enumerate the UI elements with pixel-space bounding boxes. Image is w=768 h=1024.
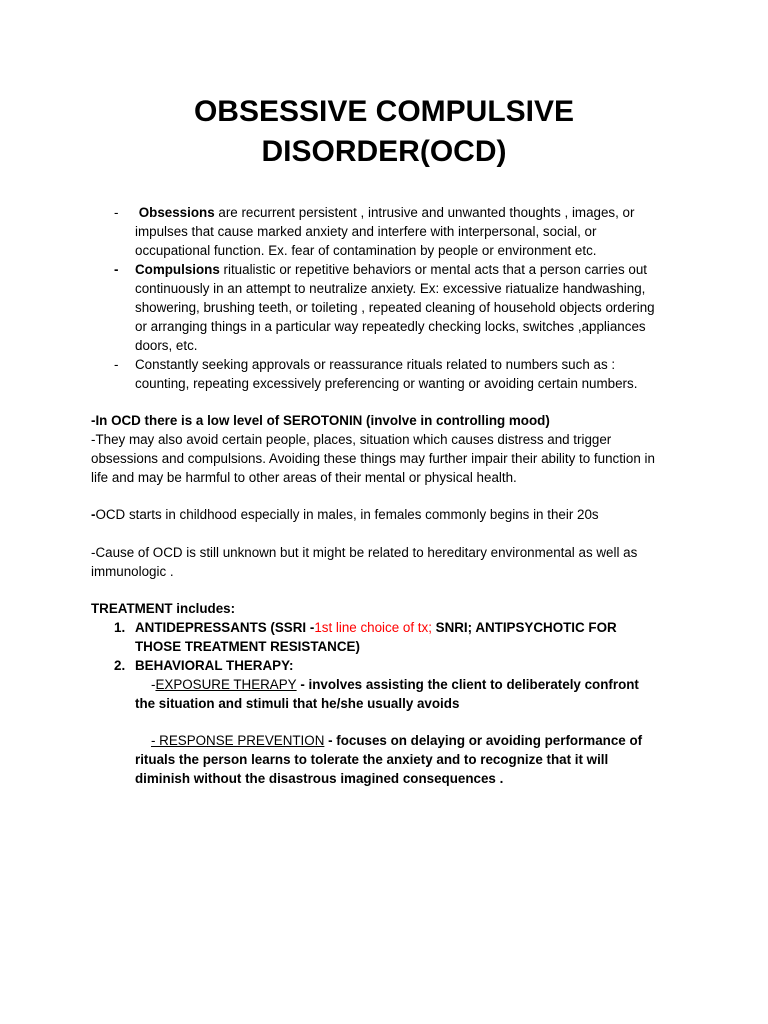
exposure-therapy-line-1: -EXPOSURE THERAPY - involves assisting the client to deliberately confront: [151, 677, 639, 692]
serotonin-line-1: -They may also avoid certain people, places, situation which causes distress and trigger: [91, 432, 612, 447]
bullet-compulsions-line-1: Compulsions ritualistic or repetitive behaviors or mental acts that a person carries out: [135, 262, 648, 277]
bullet-compulsions-line-3: showering, brushing teeth, or toileting , repeated cleaning of household objects ordering: [135, 300, 655, 315]
bullet-marker: -: [114, 262, 119, 277]
bullet-obsessions-line-3: occupational function. Ex. fear of contamination by people or environment etc.: [135, 243, 597, 258]
onset-paragraph: -OCD starts in childhood especially in males, in females commonly begins in their 20s: [91, 507, 599, 522]
bullet-compulsions-line-5: doors, etc.: [135, 338, 198, 353]
bullet-approvals-line-2: counting, repeating excessively preferencing or wanting or avoiding certain numbers.: [135, 376, 638, 391]
serotonin-line-2: obsessions and compulsions. Avoiding these things may further impair their ability to function in: [91, 451, 655, 466]
response-prevention-line-3: diminish without the disastrous imagined consequences .: [135, 771, 504, 786]
cause-line-1: -Cause of OCD is still unknown but it might be related to hereditary environmental as well as: [91, 545, 638, 560]
bullet-compulsions-line-4: or arranging things in a particular way repeatedly checking locks, switches ,appliances: [135, 319, 646, 334]
bullet-approvals-line-1: Constantly seeking approvals or reassurance rituals related to numbers such as :: [135, 357, 616, 372]
serotonin-line-3: life and may be harmful to other areas of their mental or physical health.: [91, 470, 517, 485]
title-line-1: OBSESSIVE COMPULSIVE: [193, 95, 575, 128]
treatment-item-number: 1.: [114, 620, 126, 635]
response-prevention-term: - RESPONSE PREVENTION: [151, 733, 325, 748]
bullet-obsessions-line-1: Obsessions are recurrent persistent , intrusive and unwanted thoughts , images, or: [138, 205, 635, 220]
title-line-2: DISORDER(OCD): [261, 135, 507, 168]
bullet-marker: -: [114, 357, 119, 372]
bullet-compulsions-line-2: continuously in an attempt to neutralize anxiety. Ex: excessive riatualize handwashing,: [135, 281, 646, 296]
exposure-therapy-line-2: the situation and stimuli that he/she usually avoids: [135, 696, 460, 711]
bullet-obsessions-line-2: impulses that cause marked anxiety and interfere with interpersonal, social, or: [135, 224, 597, 239]
page-title: [0, 92, 768, 172]
treatment-item-behavioral: BEHAVIORAL THERAPY:: [135, 658, 294, 673]
treatment-item-number: 2.: [114, 658, 126, 673]
treatment-heading: TREATMENT includes:: [91, 601, 236, 616]
term-obsessions: Obsessions: [138, 205, 215, 220]
response-prevention-line-1: - RESPONSE PREVENTION - focuses on delaying or avoiding performance of: [151, 733, 643, 748]
cause-line-2: immunologic .: [91, 564, 174, 579]
exposure-therapy-term: EXPOSURE THERAPY: [155, 677, 297, 692]
response-prevention-line-2: rituals the person learns to tolerate the anxiety and to recognize that it will: [135, 752, 609, 767]
first-line-choice-highlight: 1st line choice of tx;: [314, 620, 432, 635]
serotonin-heading: -In OCD there is a low level of SEROTONIN (involve in controlling mood): [91, 413, 550, 428]
treatment-item-antidepressants-line-2: THOSE TREATMENT RESISTANCE): [135, 639, 360, 654]
term-compulsions: Compulsions: [135, 262, 220, 277]
bullet-marker: -: [114, 205, 119, 220]
treatment-item-antidepressants: ANTIDEPRESSANTS (SSRI -1st line choice of tx; SNRI; ANTIPSYCHOTIC FOR: [135, 620, 617, 635]
